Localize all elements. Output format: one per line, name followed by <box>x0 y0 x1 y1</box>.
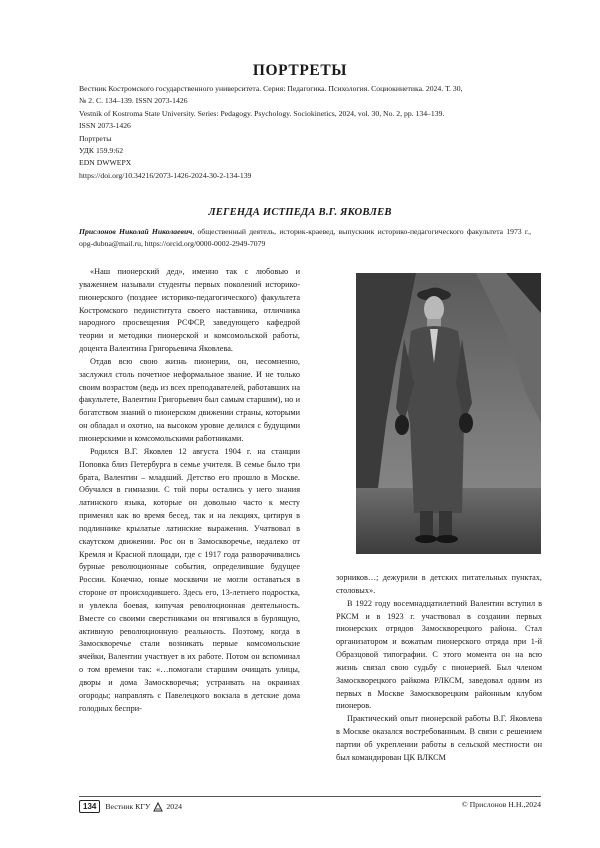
copyright <box>462 800 541 809</box>
meta-line: УДК 159.9:62 <box>79 146 124 156</box>
journal-logo-icon <box>153 802 163 812</box>
doi-link[interactable]: https://doi.org/10.34216/2073-1426-2024-30-2-134-139 <box>79 170 252 180</box>
author-info: , общественный деятель, историк-краевед, выпускник историко-педагогического факультета 1973 г., opg-dubna@mail.ru, https://orcid.org/0000-0002-2949-7079 <box>79 227 531 249</box>
footer-year: 2024 <box>166 802 182 811</box>
meta-line: EDN DWWEPX <box>79 158 132 168</box>
article-title: ЛЕГЕНДА ИСТПЕДА В.Г. ЯКОВЛЕВ <box>208 207 392 218</box>
paragraph: «Наш пионерский дед», именно так с любовью и уважением называли студенты первых поколений историко-пионерского (позднее историко-педагогического) факультета Костромского пединститута своего наставника, отличника народного просвещения РСФСР, заведующего кафедрой теории и методики пионерской и комсомольской работы, доцента Валентина Григорьевича Яковлева. <box>79 267 300 354</box>
paragraph: Практический опыт пионерской работы В.Г. Яковлева в Москве оказался востребованным. В связи с решением партии об укреплении работы в сельской местности он был командирован ЦК ВЛКСМ <box>336 714 542 762</box>
journal-name: Вестник КГУ <box>105 802 151 811</box>
bibliographic-meta <box>79 83 539 182</box>
paragraph: Отдав всю свою жизнь пионерии, он, несомненно, заслужил столь почетное неформальное звание. И не только своим возрастом (ведь из всех преподавателей, работавших на факультете, Валентин Григорьевич был самым старшим), но и богатством знаний о пионерском движении страны, которыми он обладал и охотно, на высоком уровне делился с будущими пионерскими и комсомольскими работниками. <box>79 356 300 443</box>
paragraph: зорников…; дежурили в детских питательных пунктах, столовых». <box>336 573 542 595</box>
meta-line: Вестник Костромского государственного университета. Серия: Педагогика. Психология. Социокинетика. 2024. Т. 30, <box>79 84 463 93</box>
copyright-text: © Прислонов Н.Н.,2024 <box>461 800 541 809</box>
meta-line: ISSN 2073-1426 <box>79 121 131 131</box>
author-name: Прислонов Николай Николаевич <box>79 227 193 236</box>
page-number: 134 <box>79 800 100 813</box>
section-title: ПОРТРЕТЫ <box>252 62 348 79</box>
paragraph: Родился В.Г. Яковлев 12 августа 1904 г. на станции Поповка близ Петербурга в семье учителя. В семье было три брата, Валентин – младший. Детство его прошло в Москве. Обучался в гимназии. С той поры остались у него знания латинского языка, которые он довольно часто к месту применял как во время бесед, так и на лекциях, цитируя в подлиннике крылатые латинские выражения. Учатвовал в скаутском движении. Рос он в Замоскворечье, недалеко от Кремля и Красной площади, где с 1917 года разворачивались бурные революционные события, определившие будущее России. Конечно, юные москвичи не могли оставаться в стороне от происходившего. Здесь его, 13-летнего подростка, и увлекла боевая, кипучая революционная деятельность. Вместе со своими сверстниками он втягивался в бурлящую, активную революционную реальность. Поэтому, когда в Замоскворечье стали возникать первые комсомольские ячейки, Валентин участвует в их работе. Потом он вспоминал о том времени так: «…помогали старшим очищать улицы, дворы и дома Замоскворечья; устранвать на окраинах огороды; направлять с Павелецкого вокзала в детские дома голодных беспри- <box>79 446 300 713</box>
body-column-right <box>336 572 542 765</box>
portrait-photo <box>356 273 541 554</box>
footer-left <box>79 800 182 813</box>
meta-line: Портреты <box>79 133 112 143</box>
meta-line: № 2. С. 134–139. ISSN 2073-1426 <box>79 96 188 106</box>
body-column-left <box>79 266 300 716</box>
author-block <box>79 226 531 250</box>
footer-divider <box>79 796 541 797</box>
paragraph: В 1922 году восемнадцатилетний Валентин вступил в РКСМ и в 1923 г. участвовал в создании первых пионерских отрядов Замоскворецкого района. Стал организатором и вожатым пионерского отряда при 1-й Образцовой типографии. С этого момента он на всю жизнь связал свою судьбу с пионерией. Был членом Замоскворецкого райкома РЛКСМ, заведовал одним из первых в Москве Замоскворецким районным клубом пионеров. <box>336 598 542 711</box>
meta-line: Vestnik of Kostroma State University. Series: Pedagogy. Psychology. Sociokinetics, 2024, vol. 30, No. 2, pp. 134–139. <box>79 108 445 118</box>
